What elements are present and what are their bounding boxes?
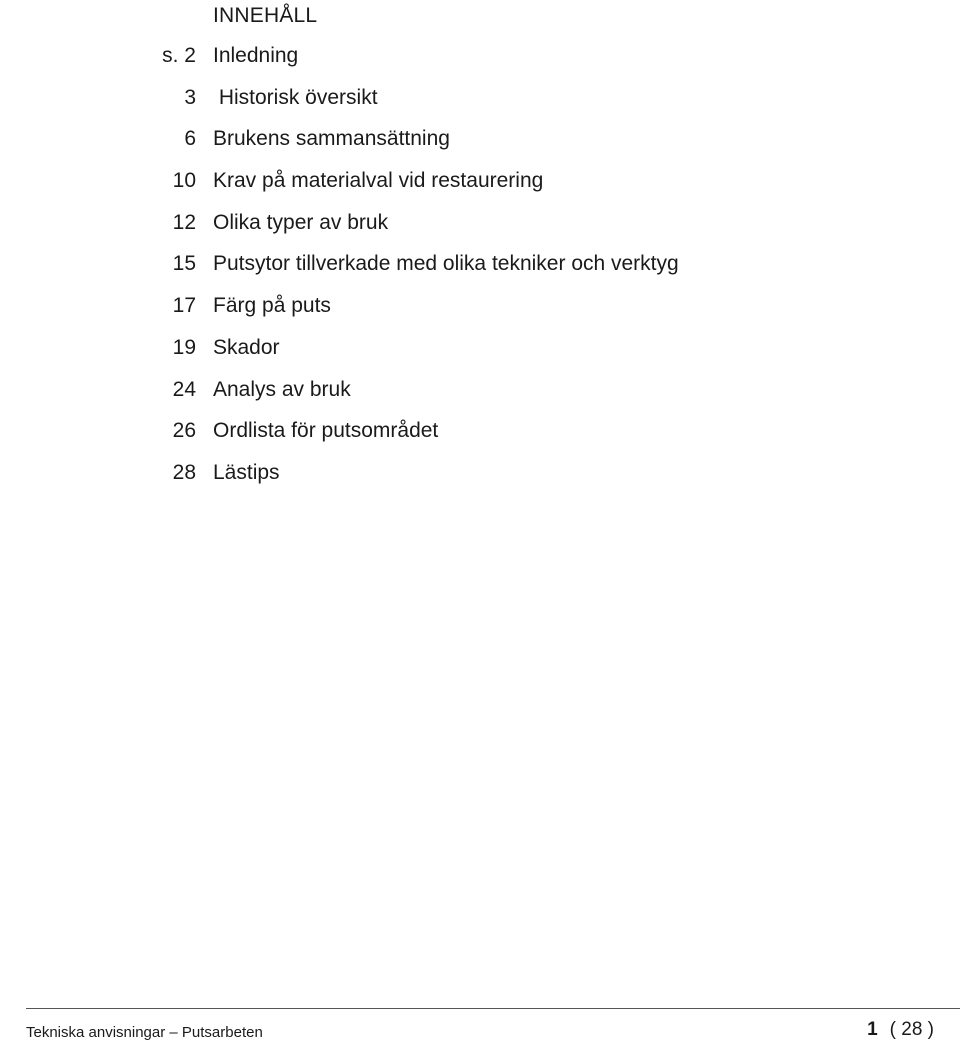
toc-title: Inledning xyxy=(213,44,299,67)
toc-entry xyxy=(0,211,960,253)
footer-document-title: Tekniska anvisningar – Putsarbeten xyxy=(26,1024,263,1041)
toc-heading: INNEHÅLL xyxy=(213,4,318,27)
toc-entry xyxy=(0,127,960,169)
toc-page-number: 3 xyxy=(184,85,196,109)
toc-entry xyxy=(0,336,960,378)
toc-entry xyxy=(0,378,960,420)
toc-title: Olika typer av bruk xyxy=(213,210,389,234)
toc-title: Historisk översikt xyxy=(213,85,378,109)
toc-page-number: 15 xyxy=(172,252,196,276)
toc-page-number: s. 2 xyxy=(162,44,196,67)
toc-page-number: 28 xyxy=(172,460,196,484)
toc-list xyxy=(0,44,960,503)
toc-title: Analys av bruk xyxy=(213,377,351,401)
toc-title: Putsytor tillverkade med olika tekniker och verktyg xyxy=(213,252,679,276)
footer-page-number: 1 xyxy=(867,1019,878,1040)
toc-title: Krav på materialval vid restaurering xyxy=(213,169,544,193)
footer-pagination xyxy=(867,1019,934,1041)
toc-title: Skador xyxy=(213,335,280,359)
toc-page-number: 17 xyxy=(172,294,196,318)
toc-entry xyxy=(0,419,960,461)
toc-page-number: 19 xyxy=(172,335,196,359)
toc-entry xyxy=(0,294,960,336)
toc-entry xyxy=(0,44,960,86)
toc-title: Lästips xyxy=(213,460,280,484)
toc-title: Ordlista för putsområdet xyxy=(213,419,439,443)
footer-page-total: ( 28 ) xyxy=(889,1019,934,1040)
toc-entry xyxy=(0,86,960,128)
toc-page-number: 6 xyxy=(184,127,196,151)
toc-title: Färg på puts xyxy=(213,294,331,318)
toc-page-number: 12 xyxy=(172,210,196,234)
footer-divider xyxy=(26,1008,960,1009)
toc-page-number: 26 xyxy=(172,419,196,443)
toc-entry xyxy=(0,169,960,211)
toc-entry xyxy=(0,252,960,294)
toc-page-number: 10 xyxy=(172,169,196,193)
toc-title: Brukens sammansättning xyxy=(213,127,450,151)
toc-page-number: 24 xyxy=(172,377,196,401)
toc-entry xyxy=(0,461,960,503)
